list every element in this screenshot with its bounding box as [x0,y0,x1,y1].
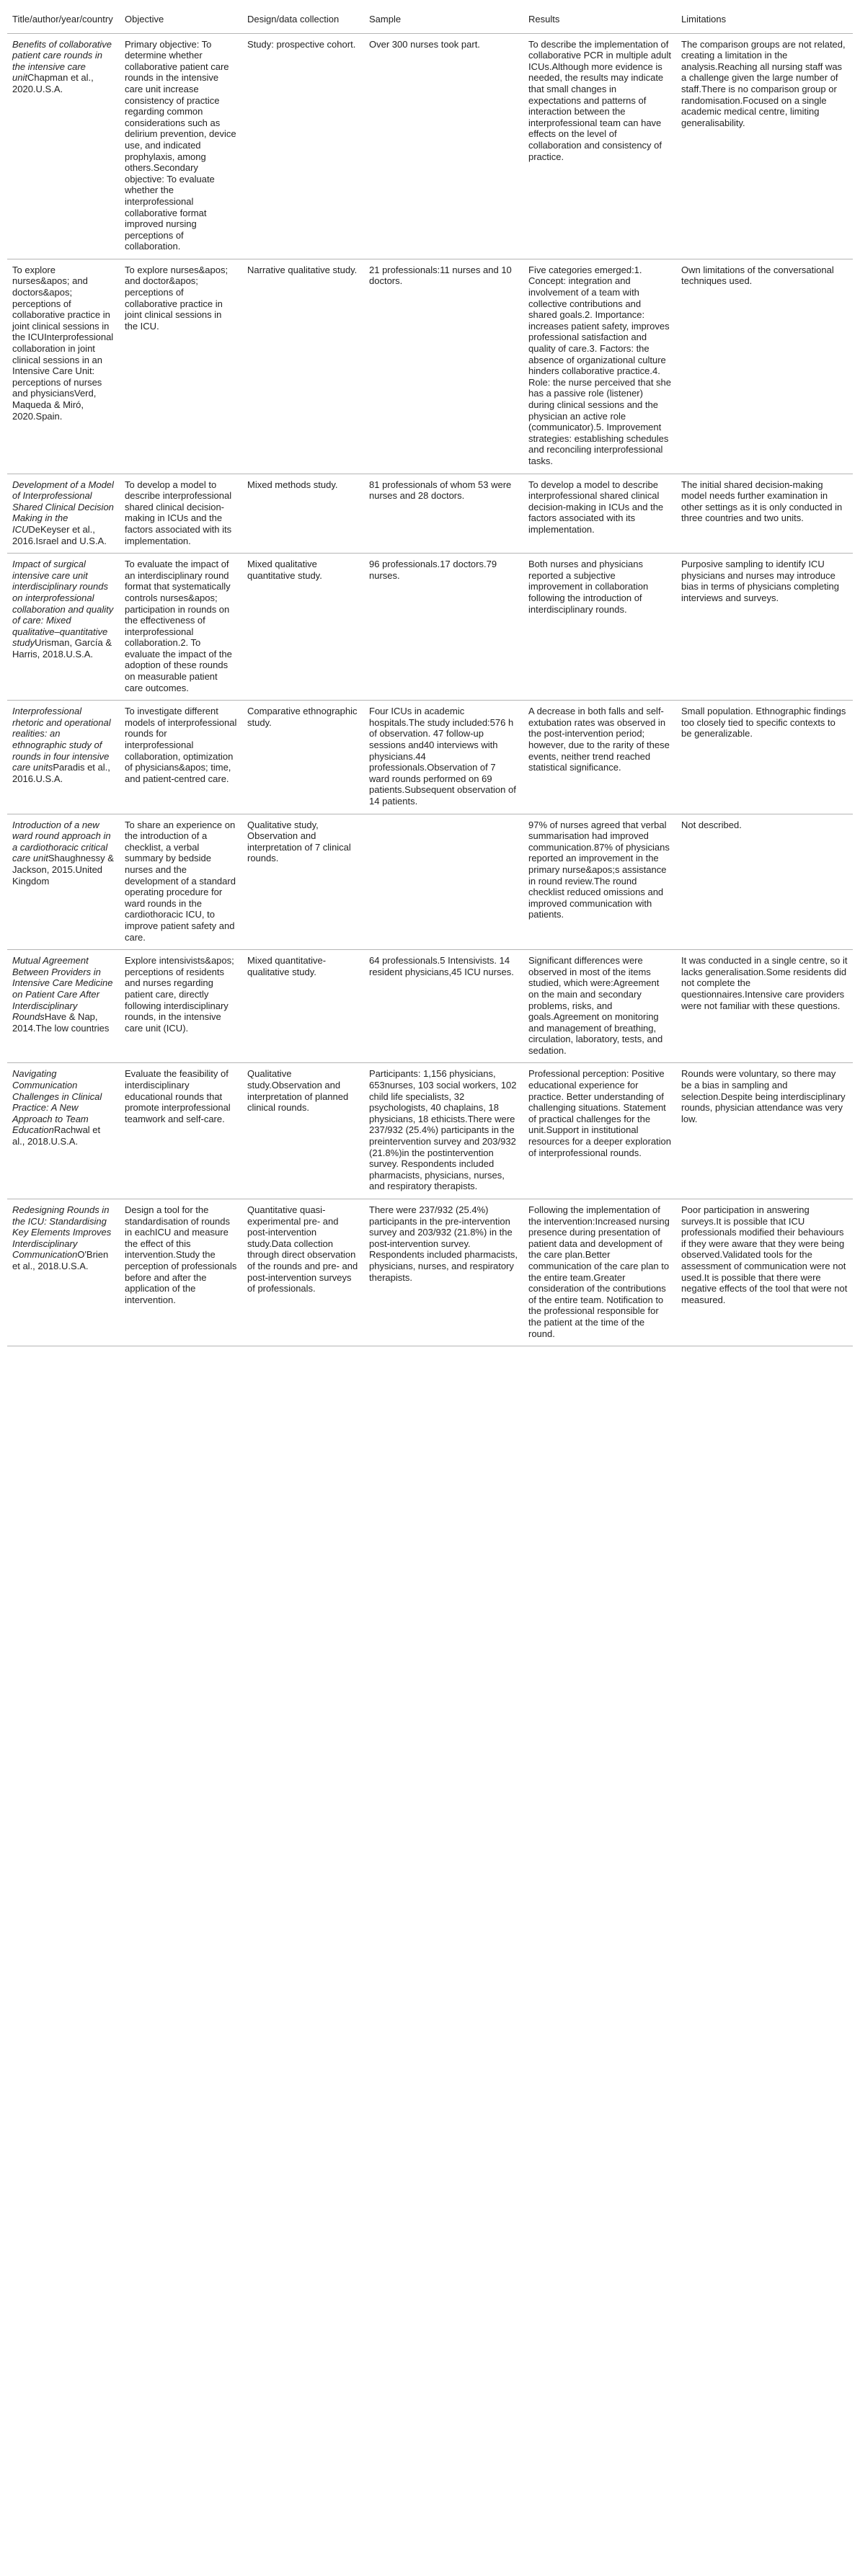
table-row [7,1063,853,1199]
cell-limitations: It was conducted in a single centre, so it lacks generalisation.Some residents did not complete the questionnaires.Intensive care providers were not familiar with these questions. [676,950,853,1063]
header-sample: Sample [364,7,523,33]
table-row [7,814,853,950]
cell-results: Five categories emerged:1. Concept: integration and involvement of a team with collective contributions and shared goals.2. Importance: increases patient safety, improves professional satisfaction and quality of care.3. Factors: the absence of organizational culture hinders collaborative practice.4. Role: the nurse perceived that she has a passive role (listener) during clinical sessions and the physician an active role (communicator).5. Improvement strategies: establishing schedules and reconciling interprofessional tasks. [523,259,676,474]
study-author: Have & Nap, 2014.The low countries [12,1011,110,1034]
study-author: Chapman et al., 2020.U.S.A. [12,72,94,94]
cell-limitations: Own limitations of the conversational techniques used. [676,259,853,474]
cell-design: Comparative ethnographic study. [242,701,364,814]
cell-limitations: Poor participation in answering surveys.It is possible that ICU professionals modified their behaviours if they were aware that they were being observed.Validated tools for the assessment of communication were not used.It is possible that there were negative effects of the tool that were not measured. [676,1199,853,1346]
cell-objective: To evaluate the impact of an interdisciplinary round format that systematically controls nurses&apos; participation in rounds on the effectiveness of interprofessional collaboration.2. To evaluate the impact of the adoption of these rounds on measurable patient care outcomes. [120,554,242,701]
cell-objective: Primary objective: To determine whether collaborative patient care rounds in the intensive care unit increase consistency of practice regarding common considerations such as delirium prevention, device use, and indicated prophylaxis, among others.Secondary objective: To evaluate whether the interprofessional collaborative format improved nursing perceptions of collaboration. [120,33,242,259]
cell-sample: 81 professionals of whom 53 were nurses and 28 doctors. [364,474,523,554]
study-author: Shaughnessy & Jackson, 2015.United Kingdom [12,853,114,887]
cell-limitations: The initial shared decision-making model needs further examination in other settings as it is only conducted in three countries and two units. [676,474,853,554]
cell-objective: Design a tool for the standardisation of rounds in eachICU and measure the effect of this intervention.Study the perception of professionals before and after the application of the intervention. [120,1199,242,1346]
cell-limitations: The comparison groups are not related, creating a limitation in the analysis.Reaching all nursing staff was a challenge given the large number of staff.There is no comparison group or randomisation.Focused on a single academic medical centre, limiting generalisability. [676,33,853,259]
cell-limitations: Small population. Ethnographic findings too closely tied to specific contexts to be generalizable. [676,701,853,814]
cell-limitations: Rounds were voluntary, so there may be a bias in sampling and selection.Despite being interdisciplinary rounds, physician attendance was very low. [676,1063,853,1199]
cell-sample: Over 300 nurses took part. [364,33,523,259]
cell-title [7,950,120,1063]
cell-title [7,701,120,814]
cell-objective: To develop a model to describe interprofessional shared clinical decision-making in ICUs and the factors associated with its implementation. [120,474,242,554]
study-author: Urisman, García & Harris, 2018.U.S.A. [12,637,112,659]
cell-title [7,814,120,950]
cell-design: Mixed quantitative-qualitative study. [242,950,364,1063]
cell-sample: Four ICUs in academic hospitals.The study included:576 h of observation. 47 follow-up sessions and40 interviews with physicians.44 professionals.Observation of 7 ward rounds performed on 69 patients.Subsequent observation of 14 patients. [364,701,523,814]
study-author: Verd, Maqueda & Miró, 2020.Spain. [12,388,97,422]
cell-results: Both nurses and physicians reported a subjective improvement in collaboration following the introduction of interdisciplinary rounds. [523,554,676,701]
table-row [7,1199,853,1346]
study-title: Navigating Communication Challenges in Clinical Practice: A New Approach to Team Education [12,1068,102,1136]
table-row [7,701,853,814]
header-limitations: Limitations [676,7,853,33]
study-author: Rachwal et al., 2018.U.S.A. [12,1124,101,1147]
cell-objective: Explore intensivists&apos; perceptions of residents and nurses regarding patient care, directly following interdisciplinary rounds, in the intensive care unit (ICU). [120,950,242,1063]
study-author: O'Brien et al., 2018.U.S.A. [12,1249,109,1271]
cell-sample [364,814,523,950]
cell-title [7,554,120,701]
table-row [7,474,853,554]
cell-results: To develop a model to describe interprofessional shared clinical decision-making in ICUs and the factors associated with its implementation. [523,474,676,554]
cell-objective: To explore nurses&apos; and doctor&apos; perceptions of collaborative practice in joint clinical sessions in the ICU. [120,259,242,474]
cell-results: To describe the implementation of collaborative PCR in multiple adult ICUs.Although more evidence is needed, the results may indicate that small changes in expectations and patterns of interaction between the interprofessional team can have effects on the level of collaboration and consistency of practice. [523,33,676,259]
cell-results: Professional perception: Positive educational experience for practice. Better understanding of challenging situations. Statement of practical challenges for the unit.Support in institutional resources for a deeper exploration of interprofessional rounds. [523,1063,676,1199]
study-title: Mutual Agreement Between Providers in Intensive Care Medicine on Patient Care After Interdisciplinary Rounds [12,955,113,1023]
cell-title [7,1063,120,1199]
cell-objective: To share an experience on the introduction of a checklist, a verbal summary by bedside nurses and the development of a standard operating procedure for ward rounds in the cardiothoracic ICU, to improve patient safety and care. [120,814,242,950]
cell-sample: 21 professionals:11 nurses and 10 doctors. [364,259,523,474]
study-author: Paradis et al., 2016.U.S.A. [12,762,110,784]
cell-design: Study: prospective cohort. [242,33,364,259]
table-row [7,259,853,474]
study-title: Impact of surgical intensive care unit interdisciplinary rounds on interprofessional collaboration and quality of care: Mixed qualitative–quantitative study [12,559,114,649]
header-title: Title/author/year/country [7,7,120,33]
cell-title [7,1199,120,1346]
table-row [7,554,853,701]
cell-sample: There were 237/932 (25.4%) participants in the pre-intervention survey and 203/932 (21.8%) in the post-intervention survey. Respondents included pharmacists, physicians, nurses, and respiratory therapists. [364,1199,523,1346]
cell-design: Quantitative quasi-experimental pre- and post-intervention study.Data collection through direct observation of the rounds and pre- and post-intervention surveys of professionals. [242,1199,364,1346]
cell-design: Mixed methods study. [242,474,364,554]
cell-design: Qualitative study.Observation and interpretation of planned clinical rounds. [242,1063,364,1199]
cell-sample: Participants: 1,156 physicians, 653nurses, 103 social workers, 102 child life specialists, 32 psychologists, 40 chaplains, 18 physicians, 18 ethicists.There were 237/932 (25.4%) participants in the preintervention survey and 203/932 (21.8%)in the postintervention survey. Respondents included pharmacists, physicians, nurses, and respiratory therapists. [364,1063,523,1199]
study-title: Development of a Model of Interprofessional Shared Clinical Decision Making in the ICU [12,479,114,535]
header-results: Results [523,7,676,33]
cell-limitations: Not described. [676,814,853,950]
cell-objective: Evaluate the feasibility of interdisciplinary educational rounds that promote interprofessional teamwork and self-care. [120,1063,242,1199]
table-header [7,7,853,33]
cell-title [7,474,120,554]
studies-table [7,7,853,1346]
study-title: To explore nurses&apos; and doctors&apos; perceptions of collaborative practice in joint clinical sessions in the ICUInterprofessional collaboration in joint clinical sessions in an Intensive Care Unit: perceptions of nurses and physicians [12,264,114,399]
cell-title [7,259,120,474]
table-body [7,33,853,1346]
study-title: Interprofessional rhetoric and operational realities: an ethnographic study of rounds in four intensive care units [12,706,111,773]
cell-results: Following the implementation of the intervention:Increased nursing presence during presentation of patient data and development of the care plan.Better communication of the care plan to the entire team.Greater consideration of the contributions of the entire team. Notification to the professional responsible for the patient at the time of the round. [523,1199,676,1346]
header-row [7,7,853,33]
cell-title [7,33,120,259]
table-row [7,33,853,259]
cell-design: Mixed qualitative quantitative study. [242,554,364,701]
header-design: Design/data collection [242,7,364,33]
cell-sample: 96 professionals.17 doctors.79 nurses. [364,554,523,701]
cell-design: Qualitative study, Observation and interpretation of 7 clinical rounds. [242,814,364,950]
study-title: Benefits of collaborative patient care rounds in the intensive care unit [12,38,112,84]
cell-sample: 64 professionals.5 Intensivists. 14 resident physicians,45 ICU nurses. [364,950,523,1063]
table-row [7,950,853,1063]
header-objective: Objective [120,7,242,33]
study-title: Redesigning Rounds in the ICU: Standardising Key Elements Improves Interdisciplinary Communication [12,1204,112,1261]
study-title: Introduction of a new ward round approach in a cardiothoracic critical care unit [12,819,111,864]
cell-results: A decrease in both falls and self-extubation rates was observed in the post-intervention period; however, due to the rarity of these events, neither trend reached statistical significance. [523,701,676,814]
cell-results: Significant differences were observed in most of the items studied, which were:Agreement on the main and secondary problems, risks, and goals.Agreement on monitoring and management of breathing, circulation, laboratory, tests, and sedation. [523,950,676,1063]
cell-design: Narrative qualitative study. [242,259,364,474]
cell-objective: To investigate different models of interprofessional rounds for interprofessional collaboration, optimization of physicians&apos; time, and patient-centred care. [120,701,242,814]
study-author: DeKeyser et al., 2016.Israel and U.S.A. [12,523,107,546]
cell-results: 97% of nurses agreed that verbal summarisation had improved communication.87% of physicians reported an improvement in the primary nurse&apos;s assistance in round review.The round checklist reduced omissions and improved communication with patients. [523,814,676,950]
cell-limitations: Purposive sampling to identify ICU physicians and nurses may introduce bias in terms of physicians completing interviews and surveys. [676,554,853,701]
